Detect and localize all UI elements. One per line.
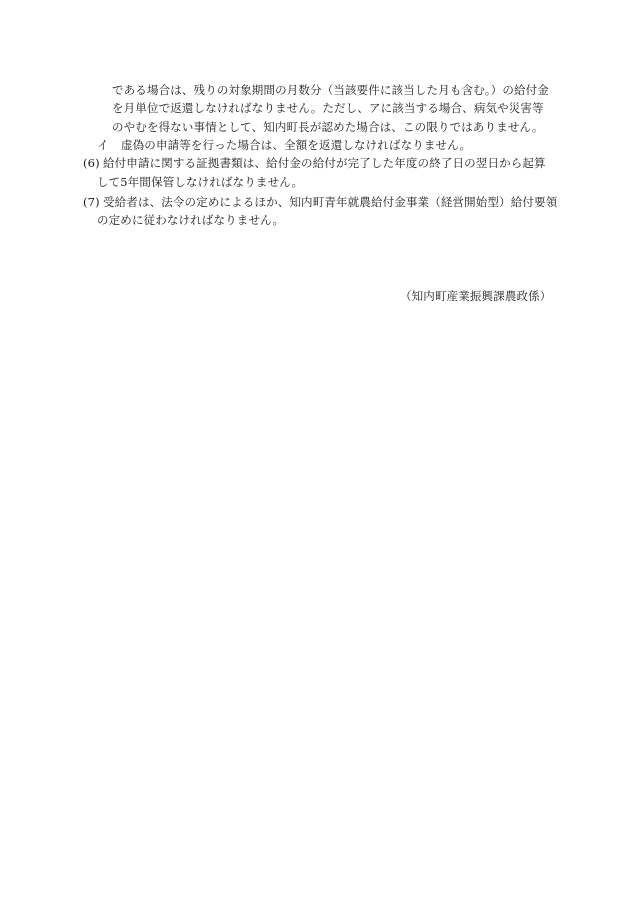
section-7-line-1: [83, 192, 557, 212]
section-7-text-1: 受給者は、法令の定めによるほか、知内町青年就農給付金事業（経営開始型）給付要領: [103, 195, 558, 209]
paragraph-line-1: である場合は、残りの対象期間の月数分（当該要件に該当した月も含む。）の給付金: [112, 83, 549, 97]
list-item-i: [97, 135, 471, 155]
section-6-text-1: 給付申請に関する証拠書類は、給付金の給付が完了した年度の終了日の翌日から起算: [103, 156, 546, 170]
paragraph-line-3: のやむを得ない事情として、知内町長が認めた場合は、この限りではありません。: [112, 120, 544, 134]
footer-contact: （知内町産業振興課農政係）: [400, 289, 552, 303]
section-6-marker: (6): [83, 156, 100, 170]
section-7-line-2: の定めに従わなければなりません。: [97, 213, 285, 227]
section-6-line-2: して5年間保管しなければなりません。: [97, 175, 304, 189]
list-item-i-text: 虚偽の申請等を行った場合は、全額を返還しなければなりません。: [121, 138, 472, 152]
paragraph-line-2: を月単位で返還しなければなりません。ただし、アに該当する場合、病気や災害等: [112, 101, 544, 115]
section-6-line-1: [83, 153, 546, 173]
list-marker-i: イ: [97, 138, 109, 152]
section-7-marker: (7): [83, 195, 100, 209]
